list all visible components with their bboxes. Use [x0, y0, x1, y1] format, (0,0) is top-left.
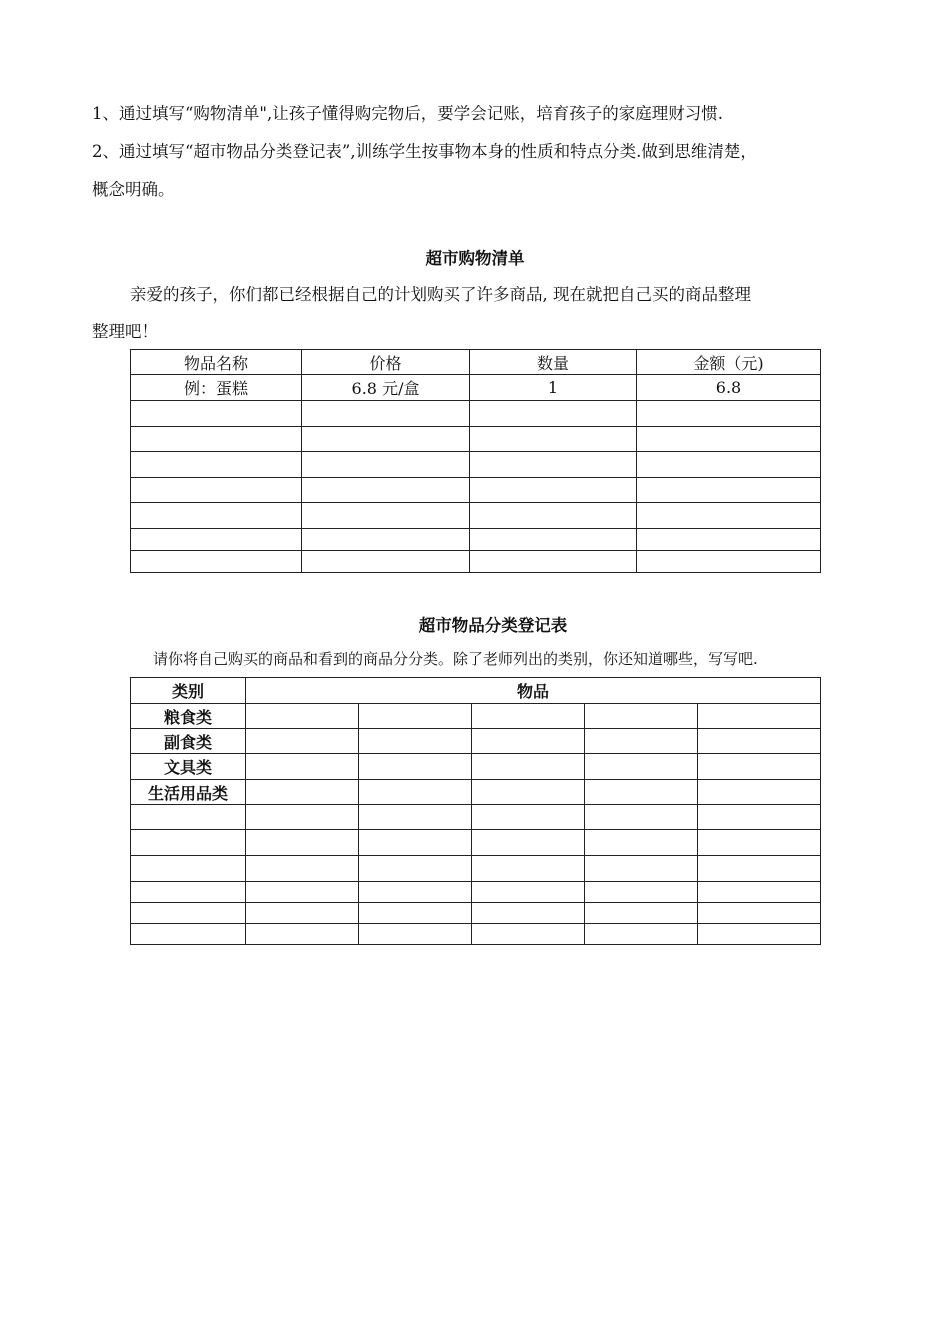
table-cell[interactable]: [472, 924, 585, 945]
table-cell[interactable]: [131, 882, 246, 903]
intro-line-2: 2、通过填写“超市物品分类登记表”,训练学生按事物本身的性质和特点分类.做到思维清楚，: [92, 142, 757, 161]
table-cell[interactable]: [359, 924, 472, 945]
table-cell[interactable]: [637, 503, 821, 529]
table-cell[interactable]: [246, 805, 359, 830]
table-cell[interactable]: [302, 478, 470, 503]
table-row: [131, 503, 821, 529]
header-price: 价格: [302, 350, 470, 375]
table-cell[interactable]: [131, 529, 302, 551]
table-cell[interactable]: [131, 427, 302, 452]
intro-line-1: 1、通过填写“购物清单",让孩子懂得购完物后，要学会记账，培育孩子的家庭理财习惯.: [92, 104, 724, 123]
table-cell[interactable]: [585, 830, 698, 856]
category-non-staple: 副食类: [131, 729, 246, 754]
category-grain: 粮食类: [131, 704, 246, 729]
table-cell[interactable]: [637, 452, 821, 478]
table-cell[interactable]: [246, 780, 359, 805]
table-cell[interactable]: [246, 903, 359, 924]
table-cell[interactable]: [470, 503, 637, 529]
table-cell[interactable]: [131, 903, 246, 924]
table-cell[interactable]: [472, 903, 585, 924]
table-cell[interactable]: [131, 401, 302, 427]
table-row: [131, 856, 821, 882]
classify-desc: 请你将自己购买的商品和看到的商品分分类。除了老师列出的类别，你还知道哪些，写写吧.: [153, 650, 758, 668]
table-cell[interactable]: [359, 830, 472, 856]
table-cell[interactable]: [698, 704, 821, 729]
table-header-row: [131, 350, 821, 375]
table-cell[interactable]: [637, 478, 821, 503]
table-row: [131, 401, 821, 427]
table-cell[interactable]: [472, 805, 585, 830]
example-price: 6.8 元/盒: [302, 375, 470, 401]
table-cell[interactable]: [131, 856, 246, 882]
table-cell[interactable]: [302, 551, 470, 573]
table-row: [131, 729, 821, 754]
table-cell[interactable]: [585, 754, 698, 780]
classify-title: 超市物品分类登记表: [418, 616, 568, 635]
table-cell[interactable]: [131, 551, 302, 573]
table-row: [131, 882, 821, 903]
table-cell[interactable]: [698, 729, 821, 754]
intro-line-3: 概念明确。: [92, 180, 175, 199]
table-cell[interactable]: [585, 729, 698, 754]
shopping-list-title: 超市购物清单: [425, 249, 525, 268]
example-row: [131, 375, 821, 401]
table-row: [131, 754, 821, 780]
table-header-row: [131, 678, 821, 704]
table-row: [131, 830, 821, 856]
table-cell[interactable]: [637, 551, 821, 573]
table-row: [131, 780, 821, 805]
shopping-desc-line-1: 亲爱的孩子，你们都已经根据自己的计划购买了许多商品, 现在就把自己买的商品整理: [130, 285, 751, 304]
table-cell[interactable]: [698, 924, 821, 945]
example-amount: 6.8: [637, 375, 821, 401]
table-cell[interactable]: [472, 856, 585, 882]
table-cell[interactable]: [472, 830, 585, 856]
table-cell[interactable]: [302, 401, 470, 427]
table-cell[interactable]: [585, 924, 698, 945]
table-cell[interactable]: [246, 704, 359, 729]
table-cell[interactable]: [698, 780, 821, 805]
table-cell[interactable]: [131, 830, 246, 856]
header-amount: 金额（元): [637, 350, 821, 375]
table-row: [131, 478, 821, 503]
table-cell[interactable]: [585, 882, 698, 903]
table-cell[interactable]: [359, 903, 472, 924]
table-cell[interactable]: [246, 856, 359, 882]
example-item-name: 例：蛋糕: [131, 375, 302, 401]
table-row: [131, 529, 821, 551]
table-cell[interactable]: [472, 704, 585, 729]
header-category: 类别: [131, 678, 246, 704]
table-row: [131, 903, 821, 924]
table-row: [131, 704, 821, 729]
table-cell[interactable]: [131, 503, 302, 529]
table-cell[interactable]: [472, 754, 585, 780]
table-cell[interactable]: [585, 704, 698, 729]
table-cell[interactable]: [131, 478, 302, 503]
table-cell[interactable]: [246, 754, 359, 780]
table-cell[interactable]: [246, 830, 359, 856]
table-cell[interactable]: [637, 427, 821, 452]
table-cell[interactable]: [585, 903, 698, 924]
table-cell[interactable]: [472, 882, 585, 903]
table-row: [131, 924, 821, 945]
table-cell[interactable]: [359, 882, 472, 903]
table-cell[interactable]: [698, 903, 821, 924]
table-cell[interactable]: [470, 478, 637, 503]
category-stationery: 文具类: [131, 754, 246, 780]
table-cell[interactable]: [302, 427, 470, 452]
table-cell[interactable]: [585, 805, 698, 830]
table-cell[interactable]: [359, 805, 472, 830]
table-row: [131, 551, 821, 573]
table-cell[interactable]: [472, 729, 585, 754]
table-row: [131, 805, 821, 830]
table-cell[interactable]: [359, 856, 472, 882]
header-quantity: 数量: [470, 350, 637, 375]
table-cell[interactable]: [698, 856, 821, 882]
table-cell[interactable]: [698, 830, 821, 856]
table-cell[interactable]: [470, 529, 637, 551]
table-cell[interactable]: [470, 427, 637, 452]
table-cell[interactable]: [359, 754, 472, 780]
table-cell[interactable]: [585, 856, 698, 882]
example-quantity: 1: [470, 375, 637, 401]
table-cell[interactable]: [359, 729, 472, 754]
table-cell[interactable]: [698, 754, 821, 780]
table-cell[interactable]: [246, 924, 359, 945]
table-cell[interactable]: [698, 805, 821, 830]
table-row: [131, 452, 821, 478]
table-cell[interactable]: [698, 882, 821, 903]
table-cell[interactable]: [470, 452, 637, 478]
table-row: [131, 427, 821, 452]
table-cell[interactable]: [131, 924, 246, 945]
header-items: 物品: [246, 678, 821, 704]
classify-table: [130, 677, 821, 945]
table-cell[interactable]: [637, 529, 821, 551]
table-cell[interactable]: [470, 551, 637, 573]
table-cell[interactable]: [359, 704, 472, 729]
shopping-list-table: [130, 349, 821, 573]
table-cell[interactable]: [585, 780, 698, 805]
table-cell[interactable]: [472, 780, 585, 805]
table-cell[interactable]: [246, 729, 359, 754]
table-cell[interactable]: [470, 401, 637, 427]
shopping-desc-line-2: 整理吧！: [92, 322, 158, 341]
table-cell[interactable]: [359, 780, 472, 805]
header-item-name: 物品名称: [131, 350, 302, 375]
table-cell[interactable]: [302, 452, 470, 478]
table-cell[interactable]: [302, 503, 470, 529]
table-cell[interactable]: [637, 401, 821, 427]
table-cell[interactable]: [131, 452, 302, 478]
table-cell[interactable]: [302, 529, 470, 551]
table-cell[interactable]: [246, 882, 359, 903]
category-daily-goods: 生活用品类: [131, 780, 246, 805]
table-cell[interactable]: [131, 805, 246, 830]
